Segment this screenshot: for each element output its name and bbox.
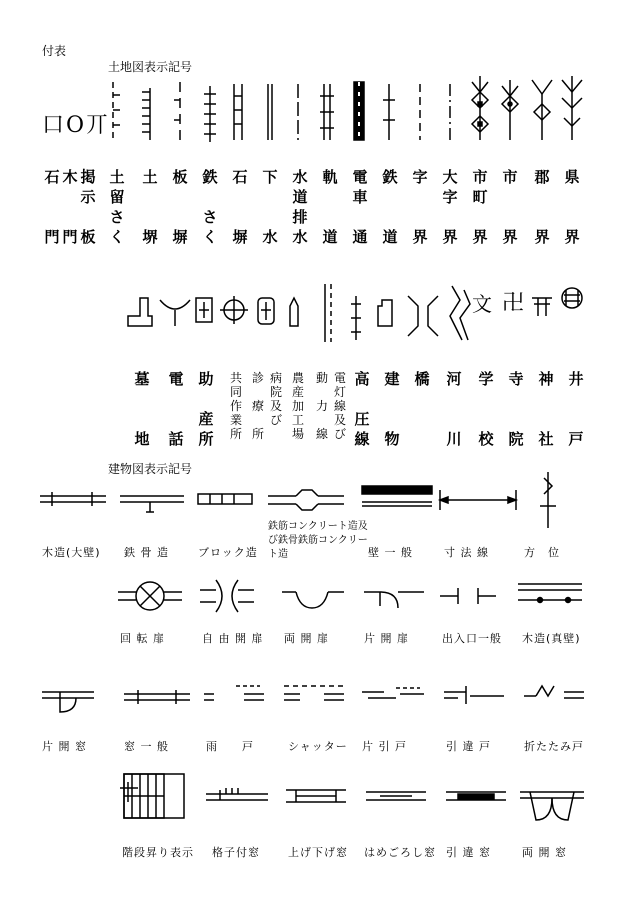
label-city-boundary: 市 界 bbox=[502, 168, 518, 246]
label-wall-general: 壁 一 般 bbox=[368, 546, 413, 559]
label-revolving-door: 回 転 扉 bbox=[120, 632, 165, 645]
label-double-door: 両 開 扉 bbox=[284, 632, 329, 645]
sliding-door-symbol bbox=[362, 688, 424, 698]
label-block: ブロック造 bbox=[198, 546, 258, 559]
label-stone-gate: 石 門 bbox=[44, 168, 60, 246]
label-retaining-fence: 土 留 さ く bbox=[109, 168, 125, 246]
wood-ohkabe-symbol bbox=[40, 492, 106, 506]
label-sash-window: 上げ下げ窓 bbox=[288, 846, 348, 859]
label-track: 軌 道 bbox=[322, 168, 338, 246]
label-light-line: 電 灯 線 及 び bbox=[333, 371, 346, 441]
label-entrance: 出入口一般 bbox=[442, 632, 502, 645]
sliding-window-symbol bbox=[446, 792, 506, 800]
label-railway: 鉄 道 bbox=[382, 168, 398, 246]
sash-window-symbol bbox=[286, 790, 346, 802]
fixed-window-symbol bbox=[366, 792, 426, 800]
label-maternity: 助 産 所 bbox=[198, 370, 214, 448]
window-general-symbol bbox=[124, 690, 190, 704]
label-telephone: 電 話 bbox=[168, 370, 184, 448]
label-power-line: 動 力 線 bbox=[315, 371, 328, 441]
label-fixed-window: はめごろし窓 bbox=[364, 846, 436, 859]
label-rc: 鉄筋コンクリート造及び鉄骨鉄筋コンクリート造 bbox=[268, 521, 368, 560]
wall-general-symbol bbox=[362, 486, 432, 506]
label-wood-shinkabe: 木造(真壁) bbox=[522, 632, 581, 645]
label-wooden-gate: 木 門 bbox=[62, 168, 78, 246]
label-prefecture-boundary: 県 界 bbox=[564, 168, 580, 246]
label-stone-wall: 石 塀 bbox=[232, 168, 248, 246]
label-stairs: 階段昇り表示 bbox=[122, 846, 194, 859]
label-folding-door: 折たたみ戸 bbox=[524, 740, 584, 753]
lattice-window-symbol bbox=[206, 788, 268, 800]
label-well: 井 戸 bbox=[568, 370, 584, 448]
label-casement-window: 片 開 窓 bbox=[42, 740, 87, 753]
building-symbols-title: 建物図表示記号 bbox=[108, 462, 193, 476]
label-oaza-boundary: 大 字 界 bbox=[442, 168, 458, 246]
label-temple: 寺 院 bbox=[508, 370, 524, 448]
label-water-drain: 水 道 排 水 bbox=[292, 168, 308, 246]
label-earth-wall: 土 堺 bbox=[142, 168, 158, 246]
double-door-symbol bbox=[282, 592, 344, 608]
double-casement-symbol bbox=[520, 792, 584, 820]
label-river: 河 川 bbox=[446, 370, 462, 448]
gate-signboard-glyphs: 口O丌 bbox=[42, 113, 111, 138]
entrance-symbol bbox=[440, 588, 496, 604]
label-sliding-window: 引 違 窓 bbox=[446, 846, 491, 859]
label-rain-door: 雨 戸 bbox=[206, 740, 254, 753]
label-board-fence: 板 塀 bbox=[172, 168, 188, 246]
label-town-boundary: 市 町 界 bbox=[472, 168, 488, 246]
appendix-label: 付表 bbox=[42, 44, 67, 58]
label-sliding-door: 片 引 戸 bbox=[362, 740, 407, 753]
label-iron-fence: 鉄 さ く bbox=[202, 168, 218, 246]
label-farm-processing: 農 産 加 工 場 bbox=[291, 371, 304, 441]
label-wood-ohkabe: 木造(大壁) bbox=[42, 546, 101, 559]
label-single-door: 片 開 扉 bbox=[364, 632, 409, 645]
label-graveyard: 墓 地 bbox=[134, 370, 150, 448]
folding-door-symbol bbox=[524, 686, 584, 698]
label-county-boundary: 郡 界 bbox=[534, 168, 550, 246]
label-double-casement: 両 開 窓 bbox=[522, 846, 567, 859]
label-joint-workshop: 共 同 作 業 所 bbox=[229, 371, 242, 441]
stairs-symbol bbox=[120, 774, 184, 818]
label-aza-boundary: 字 界 bbox=[412, 168, 428, 246]
label-school: 学 校 bbox=[478, 370, 494, 448]
land-symbols-title: 土地図表示記号 bbox=[108, 60, 193, 74]
label-shrine: 神 社 bbox=[538, 370, 554, 448]
label-dimension-line: 寸 法 線 bbox=[444, 546, 489, 559]
label-tram: 電 車 通 bbox=[352, 168, 368, 246]
rc-symbol bbox=[268, 490, 344, 510]
revolving-door-symbol bbox=[118, 582, 182, 610]
temple-symbol: 卍 bbox=[502, 291, 525, 316]
label-high-voltage: 高 圧 線 bbox=[354, 370, 370, 448]
casement-window-symbol bbox=[42, 692, 94, 712]
swing-door-symbol bbox=[200, 580, 254, 612]
label-hospital: 病 院 及 び bbox=[269, 371, 282, 427]
label-clinic: 診 療 所 bbox=[251, 371, 264, 441]
label-double-sliding-door: 引 違 戸 bbox=[446, 740, 491, 753]
label-swing-door: 自 由 開 扉 bbox=[202, 632, 264, 645]
label-bridge: 橋 bbox=[414, 370, 430, 388]
shutter-rain-symbol bbox=[204, 686, 264, 700]
label-steel-frame: 鉄 骨 造 bbox=[124, 546, 169, 559]
shutter-symbol bbox=[284, 686, 344, 700]
steel-frame-symbol bbox=[120, 496, 184, 512]
label-sewer: 下 水 bbox=[262, 168, 278, 246]
label-lattice-window: 格子付窓 bbox=[212, 846, 260, 859]
label-shutter: シャッター bbox=[288, 740, 348, 753]
label-compass: 方 位 bbox=[524, 546, 560, 559]
label-building: 建 物 bbox=[384, 370, 400, 448]
compass-symbol bbox=[540, 472, 556, 528]
wood-shinkabe-symbol bbox=[518, 584, 582, 603]
double-sliding-door-symbol bbox=[444, 686, 504, 704]
block-symbol bbox=[198, 494, 252, 504]
label-notice-board: 掲 示 板 bbox=[80, 168, 96, 246]
dimension-line-symbol bbox=[440, 490, 516, 510]
single-door-symbol bbox=[364, 592, 424, 608]
label-window-general: 窓 一 般 bbox=[124, 740, 169, 753]
school-symbol: 文 bbox=[472, 292, 492, 316]
